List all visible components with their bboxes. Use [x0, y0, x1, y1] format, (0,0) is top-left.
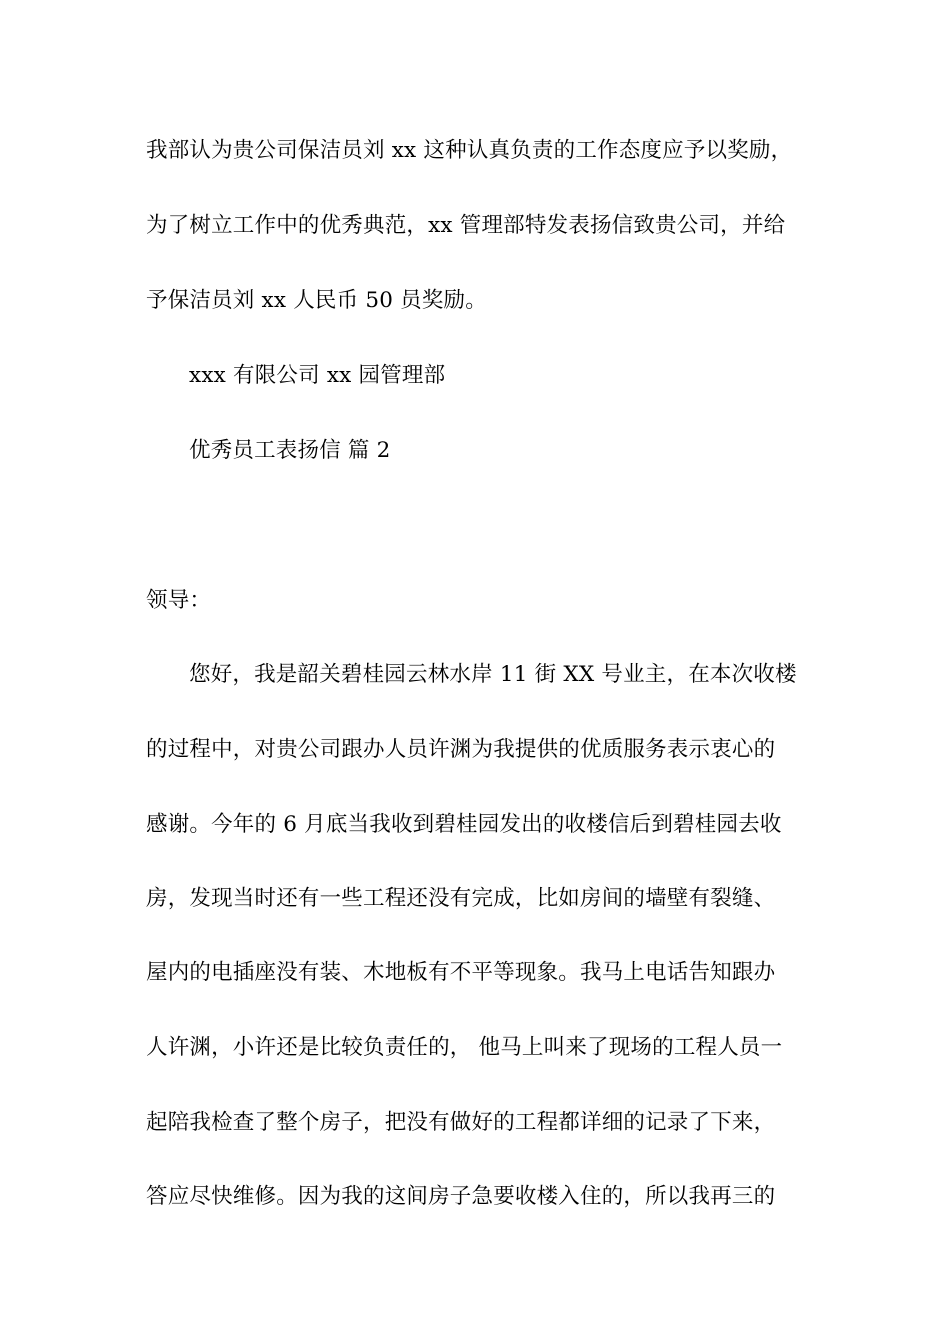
salutation: 领导：: [146, 588, 212, 613]
text-line-7: 您好，我是韶关碧桂园云林水岸 11 街 XX 号业主，在本次收楼: [189, 662, 797, 687]
text-line-3: 予保洁员刘 xx 人民币 50 员奖励。: [146, 288, 487, 313]
text-line-11: 屋内的电插座没有装、木地板有不平等现象。我马上电话告知跟办: [146, 960, 776, 985]
text-line-1: 我部认为贵公司保洁员刘 xx 这种认真负责的工作态度应予以奖励，: [146, 138, 793, 163]
text-line-14: 答应尽快维修。因为我的这间房子急要收楼入住的，所以我再三的: [146, 1184, 776, 1209]
text-line-12: 人许渊，小许还是比较负责任的， 他马上叫来了现场的工程人员一: [146, 1035, 783, 1060]
text-line-9: 感谢。今年的 6 月底当我收到碧桂园发出的收楼信后到碧桂园去收: [146, 812, 782, 837]
text-line-10: 房，发现当时还有一些工程还没有完成，比如房间的墙壁有裂缝、: [146, 886, 776, 911]
text-line-8: 的过程中，对贵公司跟办人员许渊为我提供的优质服务表示衷心的: [146, 737, 776, 762]
text-line-2: 为了树立工作中的优秀典范，xx 管理部特发表扬信致贵公司，并给: [146, 213, 786, 238]
signature-line: xxx 有限公司 xx 园管理部: [189, 363, 446, 388]
section-heading: 优秀员工表扬信 篇 2: [189, 438, 391, 463]
text-line-13: 起陪我检查了整个房子，把没有做好的工程都详细的记录了下来，: [146, 1110, 776, 1135]
